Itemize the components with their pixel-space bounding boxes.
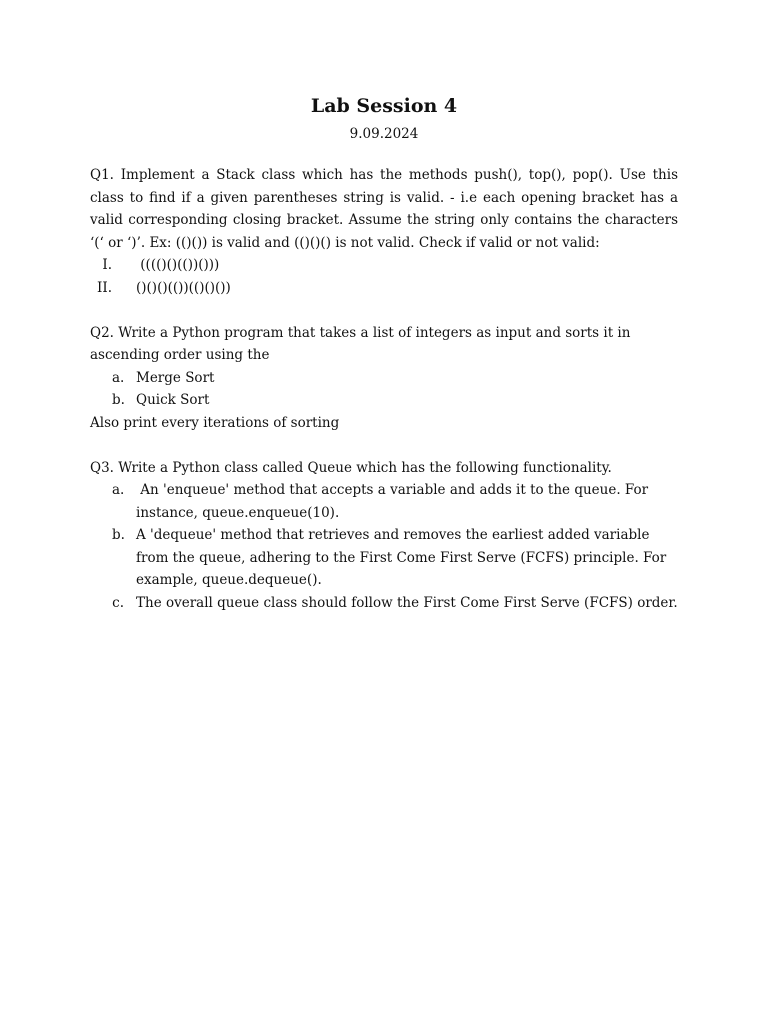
question-2-text: Q2. Write a Python program that takes a list of integers as input and sorts it in ascending order using the: [90, 324, 631, 363]
list-marker: a.: [112, 482, 125, 498]
list-item-text: ()()()(())(()()()): [136, 279, 231, 296]
list-item-text: A 'dequeue' method that retrieves and removes the earliest added variable from the queue, adhering to the First Come First Serve (FCFS) principle. For example, queue.dequeue().: [136, 527, 667, 588]
question-3-item-a: [90, 479, 678, 524]
question-1-item-ii: [90, 277, 678, 300]
paragraph-spacer: [90, 299, 678, 322]
list-marker: II.: [97, 279, 112, 296]
list-item-text: (((()()(())())): [136, 257, 220, 273]
question-3-item-c: [90, 592, 678, 615]
list-item-text: Merge Sort: [136, 369, 215, 386]
document-page: [90, 92, 678, 614]
question-2-item-a: [90, 367, 678, 390]
question-3-text: Q3. Write a Python class called Queue which has the following functionality.: [90, 459, 612, 476]
list-marker: a.: [112, 369, 125, 386]
list-item-text: Quick Sort: [136, 392, 210, 408]
question-1-item-i: [90, 254, 678, 277]
list-marker: b.: [112, 527, 125, 543]
question-2-footer: Also print every iterations of sorting: [90, 414, 340, 431]
document-title: Lab Session 4: [310, 95, 458, 117]
list-marker: b.: [112, 392, 125, 408]
paragraph-spacer: [90, 434, 678, 457]
list-marker: c.: [112, 594, 124, 611]
question-3-item-b: [90, 524, 678, 592]
list-item-text: An 'enqueue' method that accepts a variable and adds it to the queue. For instance, queue.enqueue(10).: [136, 482, 653, 521]
question-1-text: Q1. Implement a Stack class which has the methods push(), top(), pop(). Use this class to find if a given parentheses string is valid. - i.e each opening bracket has a valid corresponding closing bracket. Assume the string only contains the characters ‘(‘ or ‘)’. Ex: (()()) is valid and (()()() is not valid. Check if valid or not valid:: [90, 167, 678, 251]
list-item-text: The overall queue class should follow the First Come First Serve (FCFS) order.: [136, 594, 678, 611]
question-2-item-b: [90, 389, 678, 412]
list-marker: I.: [102, 257, 112, 273]
document-date: 9.09.2024: [349, 126, 419, 142]
